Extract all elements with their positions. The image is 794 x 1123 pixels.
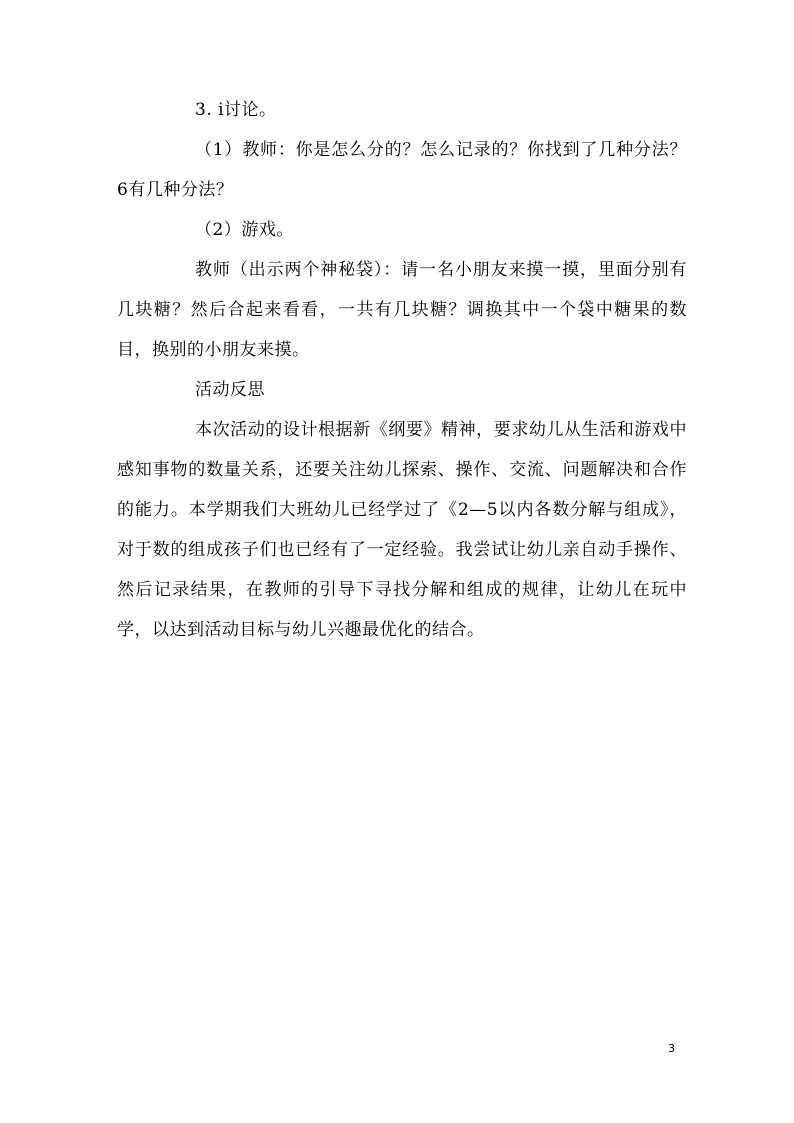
- section-heading-reflection: 活动反思: [195, 380, 265, 400]
- paragraph-mystery-bag: 教师（出示两个神秘袋）：请一名小朋友来摸一摸，里面分别有几块糖？然后合起来看看，一共有几块糖？调换其中一个袋中糖果的数目，换别的小朋友来摸。: [117, 260, 687, 360]
- document-body: [117, 90, 687, 650]
- paragraph-game: （2）游戏。: [195, 220, 294, 240]
- section-heading-discussion: 3. i讨论。: [195, 100, 277, 120]
- page-number: 3: [668, 1042, 675, 1055]
- paragraph-reflection: 本次活动的设计根据新《纲要》精神，要求幼儿从生活和游戏中感知事物的数量关系，还要关注幼儿探索、操作、交流、问题解决和合作的能力。本学期我们大班幼儿已经学过了《2—5以内各数分解与组成》，对于数的组成孩子们也已经有了一定经验。我尝试让幼儿亲自动手操作、然后记录结果，在教师的引导下寻找分解和组成的规律，让幼儿在玩中学，以达到活动目标与幼儿兴趣最优化的结合。: [117, 420, 687, 640]
- paragraph-teacher-questions: （1）教师：你是怎么分的？怎么记录的？你找到了几种分法？6有几种分法？: [117, 140, 687, 200]
